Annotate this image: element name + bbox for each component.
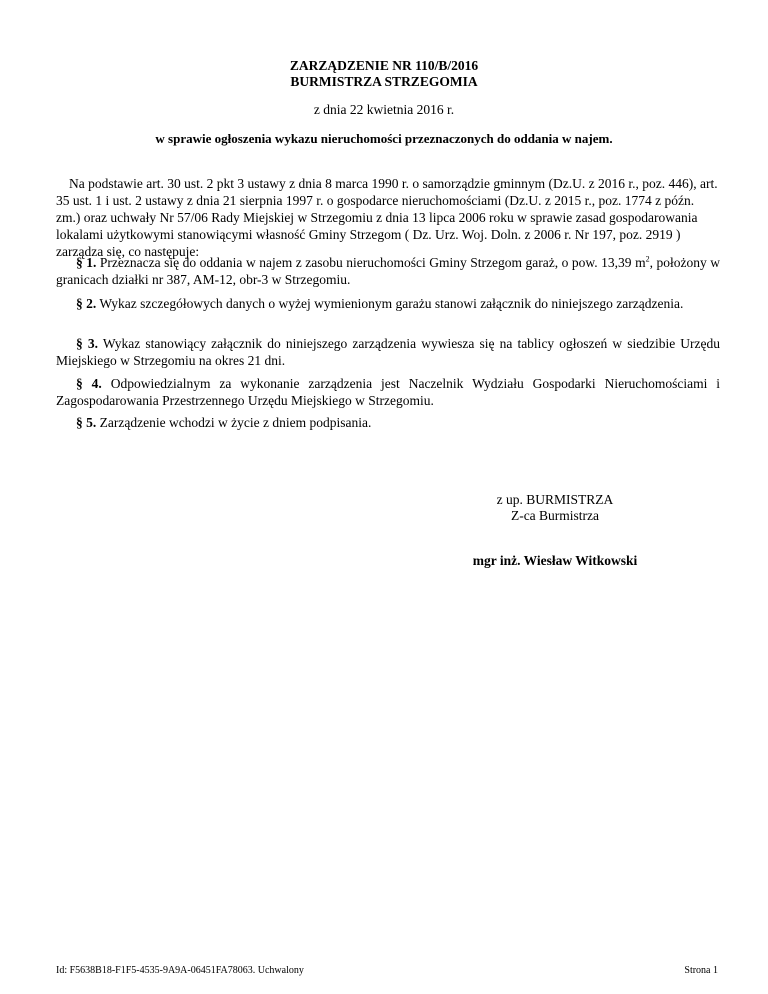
section-1-label: § 1. bbox=[76, 255, 97, 270]
section-4-text: Odpowiedzialnym za wykonanie zarządzenia jest Naczelnik Wydziału Gospodarki Nieruchomościami i Zagospodarowania Przestrzennego Urzędu Miejskiego w Strzegomiu. bbox=[56, 376, 720, 408]
section-2-paragraph bbox=[56, 295, 720, 312]
signature-title: z up. BURMISTRZA bbox=[496, 492, 614, 507]
section-3-paragraph bbox=[56, 335, 720, 369]
section-5-paragraph bbox=[56, 414, 720, 431]
section-4-paragraph bbox=[56, 375, 720, 409]
section-4-label: § 4. bbox=[76, 376, 102, 391]
section-1-text-end: , położony w granicach działki nr 387, AM-12, obr-3 w Strzegomiu. bbox=[56, 255, 720, 287]
section-2-text: Wykaz szczegółowych danych o wyżej wymienionym garażu stanowi załącznik do niniejszego zarządzenia. bbox=[96, 296, 684, 311]
document-date: z dnia 22 kwietnia 2016 r. bbox=[313, 102, 455, 117]
preamble-paragraph: Na podstawie art. 30 ust. 2 pkt 3 ustawy z dnia 8 marca 1990 r. o samorządzie gminnym (Dz.U. z 2016 r., poz. 446), art. 35 ust. 1 i ust. 2 ustawy z dnia 21 sierpnia 1997 r. o gospodarce nieruchomościami (Dz.U. z 2015 r., poz. 1774 z późn. zm.) oraz uchwały Nr 57/06 Rady Miejskiej w Strzegomiu z dnia 13 lipca 2006 roku w sprawie zasad gospodarowania lokalami użytkowymi stanowiącymi własność Gminy Strzegom ( Dz. Urz. Woj. Doln. z 2006 r. Nr 197, poz. 2919 ) zarządza się, co następuje: bbox=[56, 176, 718, 259]
section-5-text: Zarządzenie wchodzi w życie z dniem podpisania. bbox=[96, 415, 372, 430]
section-5-label: § 5. bbox=[76, 415, 97, 430]
document-title-line1: ZARZĄDZENIE NR 110/B/2016 bbox=[289, 58, 479, 73]
section-1-paragraph bbox=[56, 254, 720, 288]
signature-role: Z-ca Burmistrza bbox=[510, 508, 600, 523]
document-title-line2: BURMISTRZA STRZEGOMIA bbox=[290, 74, 478, 89]
section-1-text: Przeznacza się do oddania w najem z zasobu nieruchomości Gminy Strzegom garaż, o pow. 13,39 m bbox=[96, 255, 646, 270]
signature-name: mgr inż. Wiesław Witkowski bbox=[472, 553, 638, 568]
section-3-label: § 3. bbox=[76, 336, 98, 351]
section-1-superscript: 2 bbox=[645, 254, 650, 264]
section-3-text: Wykaz stanowiący załącznik do niniejszego zarządzenia wywiesza się na tablicy ogłoszeń w siedzibie Urzędu Miejskiego w Strzegomiu na okres 21 dni. bbox=[56, 336, 721, 368]
document-subject: w sprawie ogłoszenia wykazu nieruchomości przeznaczonych do oddania w najem. bbox=[155, 131, 613, 146]
footer-document-id: Id: F5638B18-F1F5-4535-9A9A-06451FA78063. Uchwalony bbox=[56, 965, 304, 976]
footer-page-number: Strona 1 bbox=[684, 965, 718, 976]
section-2-label: § 2. bbox=[76, 296, 97, 311]
